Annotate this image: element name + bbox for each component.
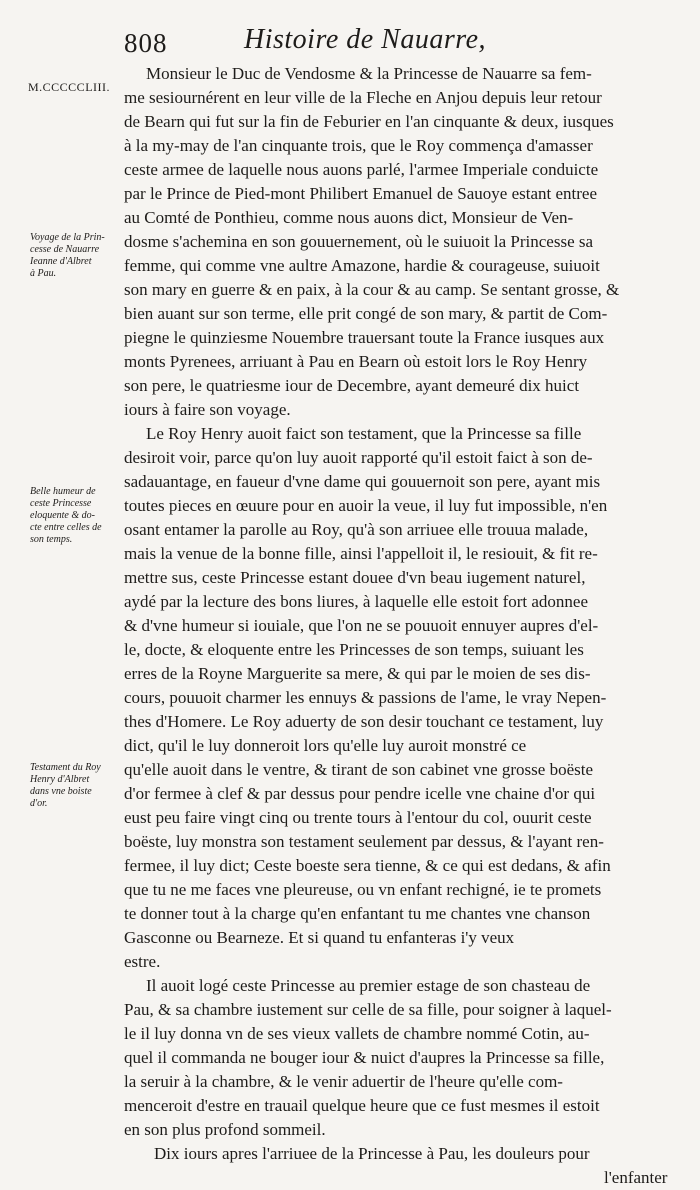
- body-line: mais la venue de la bonne fille, ainsi l'appelloit il, le resiouit, & fit re-: [124, 544, 598, 563]
- margin-note-line: cesse de Nauarre: [30, 244, 100, 255]
- body-line: boëste, luy monstra son testament seulement par dessus, & l'ayant ren-: [124, 832, 604, 851]
- body-line: d'or fermee à clef & par dessus pour pendre icelle vne chaine d'or qui: [124, 784, 596, 803]
- body-line: de Bearn qui fut sur la fin de Feburier en l'an cinquante & deux, iusques: [124, 112, 614, 131]
- body-line: Il auoit logé ceste Princesse au premier estage de son chasteau de: [146, 976, 591, 995]
- body-line: Monsieur le Duc de Vendosme & la Princesse de Nauarre sa fem-: [146, 64, 592, 83]
- page-number: 808: [124, 28, 168, 58]
- body-line: ceste armee de laquelle nous auons parlé, l'armee Imperiale conduicte: [124, 160, 599, 179]
- margin-note-line: cte entre celles de: [30, 522, 102, 533]
- body-line: Pau, & sa chambre iustement sur celle de sa fille, pour soigner à laquel-: [124, 1000, 612, 1019]
- running-title: Histoire de Nauarre,: [244, 24, 487, 55]
- margin-note-line: Voyage de la Prin-: [30, 232, 105, 243]
- body-line: dosme s'achemina en son gouuernement, où le suiuoit la Princesse sa: [124, 232, 594, 251]
- body-line: à la my-may de l'an cinquante trois, que le Roy commença d'amasser: [124, 136, 593, 155]
- body-line: par le Prince de Pied-mont Philibert Emanuel de Sauoye estant entree: [124, 184, 598, 203]
- body-line: eust peu faire vingt cinq ou trente tours à l'entour du col, ouurit ceste: [124, 808, 592, 827]
- body-line: au Comté de Ponthieu, comme nous auons dict, Monsieur de Ven-: [124, 208, 574, 227]
- margin-note-line: Belle humeur de: [30, 486, 96, 497]
- body-line: le il luy donna vn de ses vieux vallets de chambre nommé Cotin, au-: [124, 1024, 590, 1043]
- margin-note-line: d'or.: [30, 798, 48, 809]
- margin-note-line: son temps.: [30, 534, 73, 545]
- body-line: fermee, il luy dict; Ceste boeste sera tienne, & ce qui est dedans, & afin: [124, 856, 611, 875]
- body-line: toutes pieces en œuure pour en auoir la veue, il luy fut impossible, n'en: [124, 496, 608, 515]
- body-line: iours à faire son voyage.: [124, 400, 291, 419]
- body-line: & d'vne humeur si iouiale, que l'on ne se pouuoit ennuyer aupres d'el-: [124, 616, 599, 635]
- body-line: te donner tout à la charge qu'en enfantant tu me chantes vne chanson: [124, 904, 591, 923]
- body-line: Gasconne ou Bearneze. Et si quand tu enfanteras i'y veux: [124, 928, 515, 947]
- margin-note: [30, 486, 128, 546]
- body-line: femme, qui comme vne aultre Amazone, hardie & courageuse, suiuoit: [124, 256, 600, 275]
- margin-note-line: à Pau.: [30, 268, 57, 279]
- body-line: quel il commanda ne bouger iour & nuict d'aupres la Princesse sa fille,: [124, 1048, 605, 1067]
- body-line: son pere, le quatriesme iour de Decembre, ayant demeuré dix huict: [124, 376, 580, 395]
- body-line: mettre sus, ceste Princesse estant douee d'vn beau iugement naturel,: [124, 568, 586, 587]
- body-line: cours, pouuoit charmer les ennuys & passions de l'ame, le vray Nepen-: [124, 688, 607, 707]
- body-line: piegne le quinziesme Nouembre trauersant toute la France iusques aux: [124, 328, 605, 347]
- body-line: bien auant sur son terme, elle prit congé de son mary, & partit de Com-: [124, 304, 608, 323]
- body-line: me sesiournérent en leur ville de la Fleche en Anjou depuis leur retour: [124, 88, 602, 107]
- body-line: desiroit voir, parce qu'on luy auoit rapporté qu'il estoit faict à son de-: [124, 448, 593, 467]
- margin-note-line: Ieanne d'Albret: [30, 256, 92, 267]
- margin-note: [30, 762, 128, 810]
- body-line: Dix iours apres l'arriuee de la Princesse à Pau, les douleurs pour: [154, 1144, 590, 1163]
- body-line: Le Roy Henry auoit faict son testament, que la Princesse sa fille: [146, 424, 582, 443]
- body-line: menceroit d'estre en trauail quelque heure que ce fust mesmes il estoit: [124, 1096, 600, 1115]
- body-line: l'enfanter: [604, 1168, 668, 1187]
- body-line: la seruir à la chambre, & le venir aduertir de l'heure qu'elle com-: [124, 1072, 563, 1091]
- body-line: monts Pyrenees, arriuant à Pau en Bearn où estoit lors le Roy Henry: [124, 352, 588, 371]
- body-line: le, docte, & eloquente entre les Princesses de son temps, suiuant les: [124, 640, 584, 659]
- body-line: erres de la Royne Marguerite sa mere, & qui par le moien de ses dis-: [124, 664, 591, 683]
- body-line: que tu ne me faces vne pleureuse, ou vn enfant rechigné, ie te promets: [124, 880, 602, 899]
- body-line: estre.: [124, 952, 161, 971]
- body-line: en son plus profond sommeil.: [124, 1120, 326, 1139]
- body-line: dict, qu'il le luy donneroit lors qu'elle luy auroit monstré ce: [124, 736, 527, 755]
- body-line: aydé par la lecture des bons liures, à laquelle elle estoit fort adonnee: [124, 592, 589, 611]
- margin-note-line: dans vne boiste: [30, 786, 92, 797]
- body-line: qu'elle auoit dans le ventre, & tirant de son cabinet vne grosse boëste: [124, 760, 594, 779]
- body-line: son mary en guerre & en paix, à la cour & au camp. Se sentant grosse, &: [124, 280, 620, 299]
- year-marker: M.CCCCCLIII.: [28, 80, 111, 94]
- margin-note-line: ceste Princesse: [30, 498, 92, 509]
- body-line: sadauantage, en faueur d'vne dame qui gouuernoit son pere, ayant mis: [124, 472, 601, 491]
- body-line: thes d'Homere. Le Roy aduerty de son desir touchant ce testament, luy: [124, 712, 604, 731]
- margin-note-line: Testament du Roy: [30, 762, 101, 773]
- margin-note: [30, 232, 128, 280]
- margin-note-line: eloquente & do-: [30, 510, 95, 521]
- body-line: osant entamer la parolle au Roy, qu'à son arriuee elle trouua malade,: [124, 520, 589, 539]
- margin-note-line: Henry d'Albret: [30, 774, 90, 785]
